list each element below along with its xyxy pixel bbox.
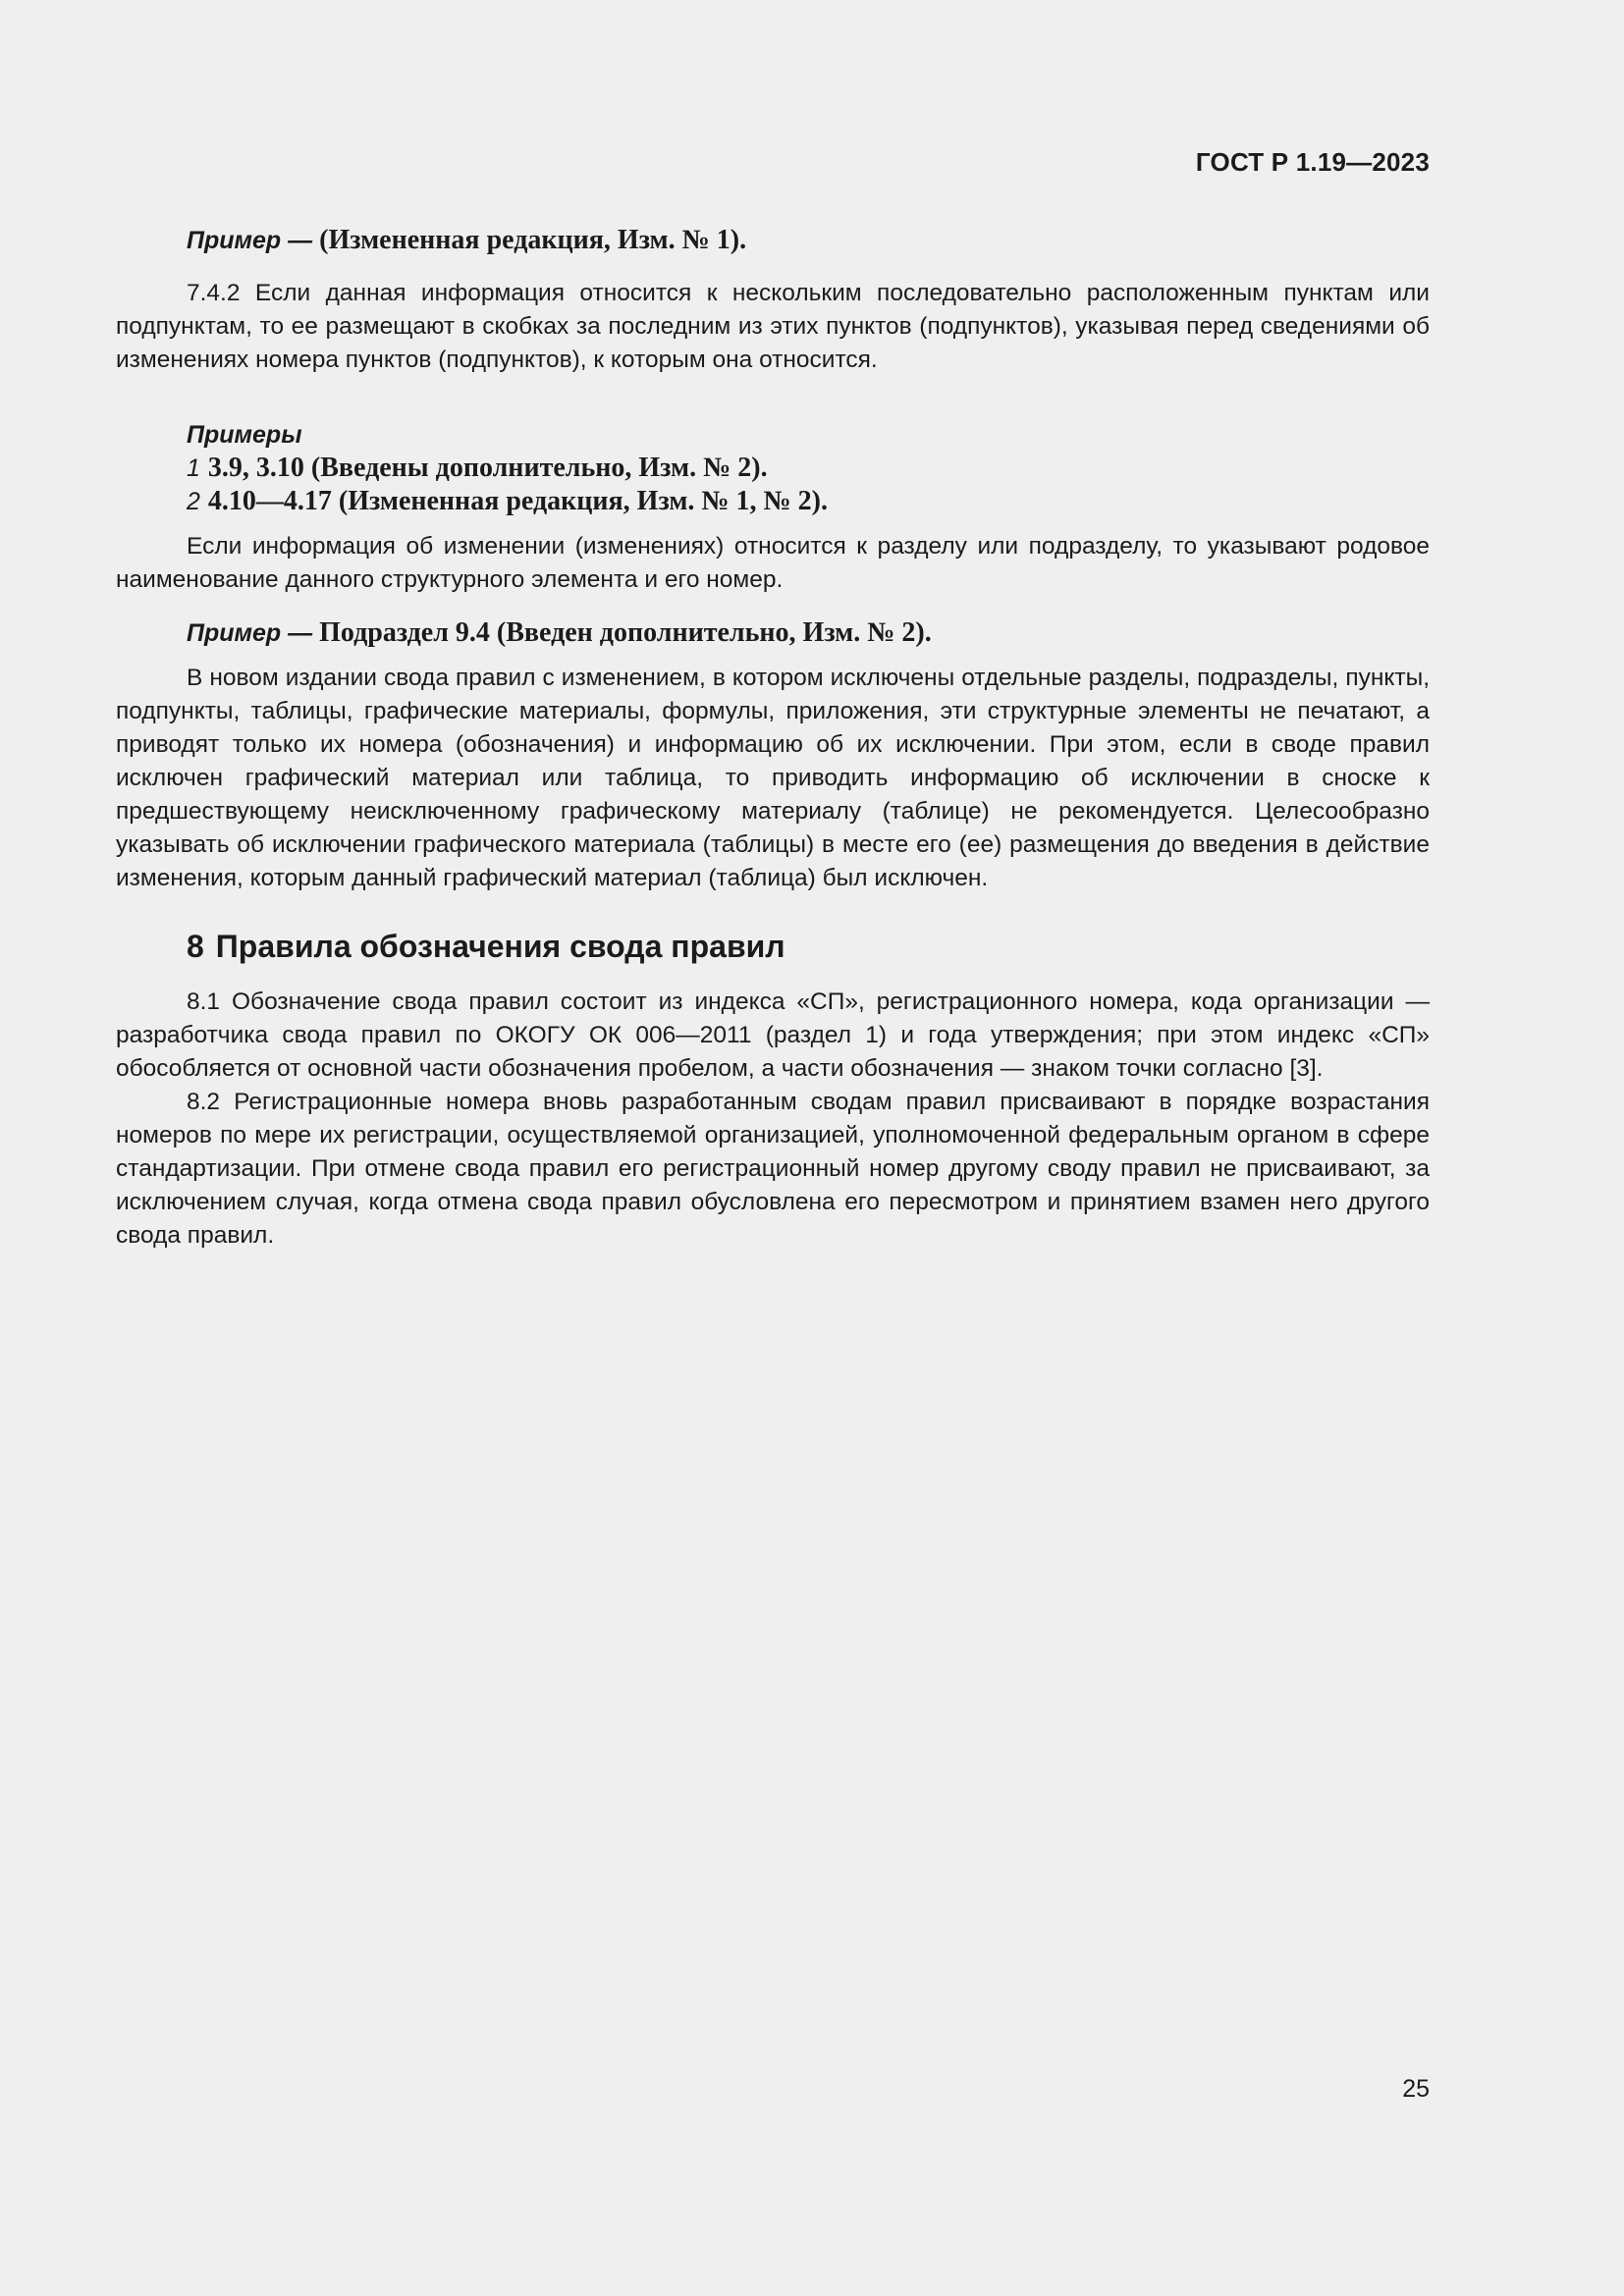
example-1-text: (Измененная редакция, Изм. № 1). bbox=[319, 225, 747, 255]
example-item-1 bbox=[116, 452, 1430, 485]
page-content bbox=[116, 224, 1430, 1253]
paragraph-new-edition: В новом издании свода правил с изменением, в котором исключены отдельные разделы, подразделы, пункты, подпункты, таблицы, графические материалы, формулы, приложения, эти структурные элементы не печатают, а приводят только их номера (обозначения) и информацию об их исключении. При этом, если в своде правил исключен графический материал или таблица, то приводить информацию об исключении в сноске к предшествующему неисключенному графическому материалу (таблице) не рекомендуется. Целесообразно указывать об исключении графического материала (таблицы) в месте его (ее) размещения до введения в действие изменения, которым данный графический материал (таблица) был исключен. bbox=[116, 665, 1430, 891]
example-1 bbox=[116, 224, 1430, 257]
page-number: 25 bbox=[1402, 2075, 1430, 2103]
example-item-2-text: 4.10—4.17 (Измененная редакция, Изм. № 1, № 2). bbox=[207, 486, 828, 516]
paragraph-7-4-2: 7.4.2 Если данная информация относится к нескольким последовательно расположенным пунктам или подпунктам, то ее размещают в скобках за последним из этих пунктов (подпунктов), указывая перед сведениями об изменениях номера пунктов (подпунктов), к которым она относится. bbox=[116, 280, 1430, 373]
section-8-title: Правила обозначения свода правил bbox=[215, 929, 785, 964]
section-8-number: 8 bbox=[187, 929, 204, 964]
paragraph-8-2: 8.2 Регистрационные номера вновь разработанным сводам правил присваивают в порядке возрастания номеров по мере их регистрации, осуществляемой организацией, уполномоченной федеральным органом в сфере стандартизации. При отмене свода правил его регистрационный номер другому своду правил не присваивают, за исключением случая, когда отмена свода правил обусловлена его пересмотром и принятием взамен него другого свода правил. bbox=[116, 1089, 1430, 1249]
example-1-label: Пример — bbox=[187, 227, 313, 254]
example-2-label: Пример — bbox=[187, 619, 313, 647]
document-page bbox=[116, 0, 1430, 2296]
paragraph-section-info: Если информация об изменении (изменениях) относится к разделу или подразделу, то указывают родовое наименование данного структурного элемента и его номер. bbox=[116, 533, 1430, 593]
example-item-1-text: 3.9, 3.10 (Введены дополнительно, Изм. № 2). bbox=[207, 453, 768, 483]
example-2 bbox=[116, 616, 1430, 650]
example-item-2 bbox=[116, 485, 1430, 518]
paragraph-8-1: 8.1 Обозначение свода правил состоит из индекса «СП», регистрационного номера, кода организации — разработчика свода правил по ОКОГУ ОК 006—2011 (раздел 1) и года утверждения; при этом индекс «СП» обособляется от основной части обозначения пробелом, а части обозначения — знаком точки согласно [3]. bbox=[116, 988, 1430, 1082]
examples-label: Примеры bbox=[187, 421, 302, 449]
example-2-text: Подраздел 9.4 (Введен дополнительно, Изм. № 2). bbox=[319, 617, 932, 648]
example-item-2-number: 2 bbox=[187, 488, 200, 515]
examples-heading bbox=[116, 418, 1430, 452]
example-item-1-number: 1 bbox=[187, 454, 200, 482]
document-code-header: ГОСТ Р 1.19—2023 bbox=[1195, 147, 1430, 177]
section-8-heading bbox=[116, 927, 1430, 966]
